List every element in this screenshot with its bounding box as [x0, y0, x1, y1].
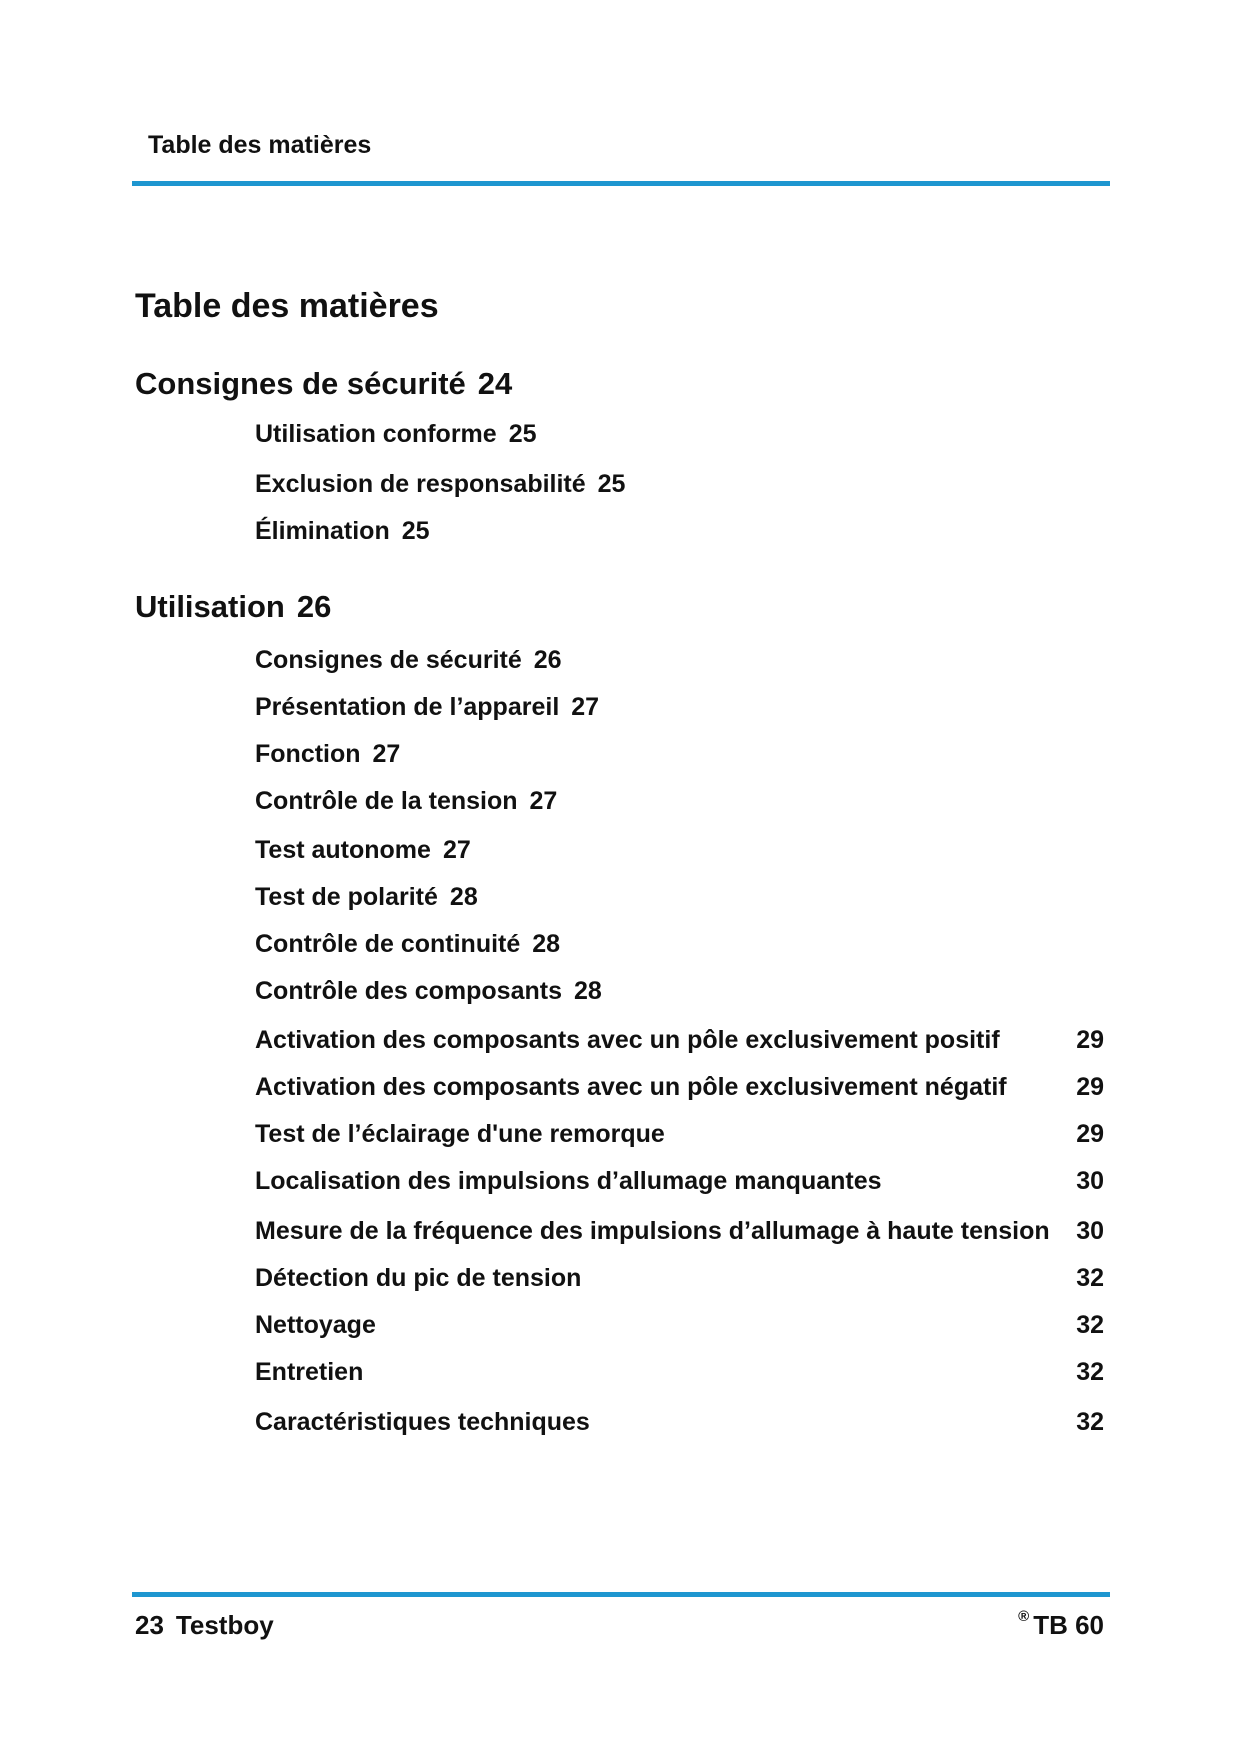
- toc-entry-page: 28: [574, 977, 602, 1005]
- toc-entry[interactable]: [255, 1264, 1104, 1293]
- toc-title: Table des matières: [135, 287, 439, 325]
- header-rule: [132, 181, 1110, 186]
- toc-section-page: 24: [477, 366, 513, 401]
- toc-entry-page: 32: [1076, 1311, 1104, 1339]
- toc-entry-page: 27: [372, 740, 401, 768]
- toc-entry-title: Mesure de la fréquence des impulsions d’allumage à haute tension: [255, 1217, 1050, 1245]
- toc-entry-title: Contrôle de continuité: [255, 930, 521, 958]
- toc-entry[interactable]: [255, 1026, 1104, 1055]
- toc-entry-page: 29: [1076, 1026, 1104, 1054]
- toc-entry-title: Élimination: [255, 517, 390, 545]
- toc-section-utilisation[interactable]: [135, 589, 331, 625]
- toc-entry[interactable]: [255, 470, 625, 499]
- toc-entry-page: 28: [532, 930, 561, 958]
- toc-entry-title: Fonction: [255, 740, 361, 768]
- toc-entry-page: 30: [1076, 1217, 1104, 1245]
- toc-section-title: Utilisation: [135, 589, 285, 624]
- footer-page-number: 23: [135, 1610, 164, 1640]
- toc-entry[interactable]: [255, 693, 599, 722]
- footer-right: [1018, 1610, 1104, 1641]
- toc-entry-page: 32: [1076, 1358, 1104, 1386]
- toc-entry-title: Test autonome: [255, 836, 431, 864]
- toc-entry-title: Entretien: [255, 1358, 364, 1386]
- toc-entry[interactable]: [255, 1120, 1104, 1149]
- toc-entry-page: 27: [442, 836, 471, 864]
- toc-entry-title: Localisation des impulsions d’allumage manquantes: [255, 1167, 882, 1195]
- footer-left: [135, 1610, 274, 1641]
- toc-entry-title: Activation des composants avec un pôle exclusivement négatif: [255, 1073, 1007, 1101]
- toc-entry[interactable]: [255, 646, 562, 675]
- toc-entry-page: 26: [533, 646, 562, 674]
- toc-entry-title: Exclusion de responsabilité: [255, 470, 586, 498]
- toc-entry[interactable]: [255, 740, 400, 769]
- toc-entry[interactable]: [255, 1073, 1104, 1102]
- toc-entry-page: 27: [571, 693, 600, 721]
- toc-entry-title: Contrôle de la tension: [255, 787, 518, 815]
- toc-section-title: Consignes de sécurité: [135, 366, 466, 401]
- toc-entry[interactable]: [255, 420, 537, 449]
- toc-entry-title: Activation des composants avec un pôle exclusivement positif: [255, 1026, 1000, 1054]
- toc-entry-title: Utilisation conforme: [255, 420, 497, 448]
- toc-entry[interactable]: [255, 1311, 1104, 1340]
- toc-entry[interactable]: [255, 977, 602, 1006]
- toc-entry-title: Nettoyage: [255, 1311, 376, 1339]
- toc-entry-page: 32: [1076, 1264, 1104, 1292]
- registered-mark: ®: [1018, 1608, 1030, 1625]
- toc-entry-page: 29: [1076, 1073, 1104, 1101]
- toc-entry[interactable]: [255, 517, 430, 546]
- toc-entry-page: 25: [508, 420, 537, 448]
- toc-entry-page: 29: [1076, 1120, 1104, 1148]
- toc-entry-page: 28: [449, 883, 478, 911]
- toc-entry-title: Test de l’éclairage d'une remorque: [255, 1120, 665, 1148]
- footer-brand: Testboy: [175, 1610, 274, 1640]
- toc-entry-title: Caractéristiques techniques: [255, 1408, 590, 1436]
- toc-entry-page: 32: [1076, 1408, 1104, 1436]
- toc-entry-title: Présentation de l’appareil: [255, 693, 560, 721]
- toc-entry-page: 25: [401, 517, 430, 545]
- toc-entry[interactable]: [255, 1217, 1104, 1246]
- toc-entry[interactable]: [255, 1358, 1104, 1387]
- toc-entry[interactable]: [255, 1167, 1104, 1196]
- toc-entry[interactable]: [255, 883, 478, 912]
- toc-entry[interactable]: [255, 1408, 1104, 1437]
- toc-entry-title: Contrôle des composants: [255, 977, 562, 1005]
- toc-entry-title: Détection du pic de tension: [255, 1264, 582, 1292]
- running-header-title: Table des matières: [148, 131, 372, 159]
- footer-rule: [132, 1592, 1110, 1597]
- toc-entry[interactable]: [255, 787, 557, 816]
- toc-entry-page: 27: [529, 787, 558, 815]
- footer-model: TB 60: [1033, 1610, 1104, 1640]
- toc-section-page: 26: [296, 589, 332, 624]
- toc-entry[interactable]: [255, 836, 471, 865]
- toc-entry-title: Test de polarité: [255, 883, 438, 911]
- toc-entry-title: Consignes de sécurité: [255, 646, 522, 674]
- toc-entry-page: 25: [597, 470, 626, 498]
- toc-entry-page: 30: [1076, 1167, 1104, 1195]
- toc-entry[interactable]: [255, 930, 560, 959]
- toc-section-consignes[interactable]: [135, 366, 512, 402]
